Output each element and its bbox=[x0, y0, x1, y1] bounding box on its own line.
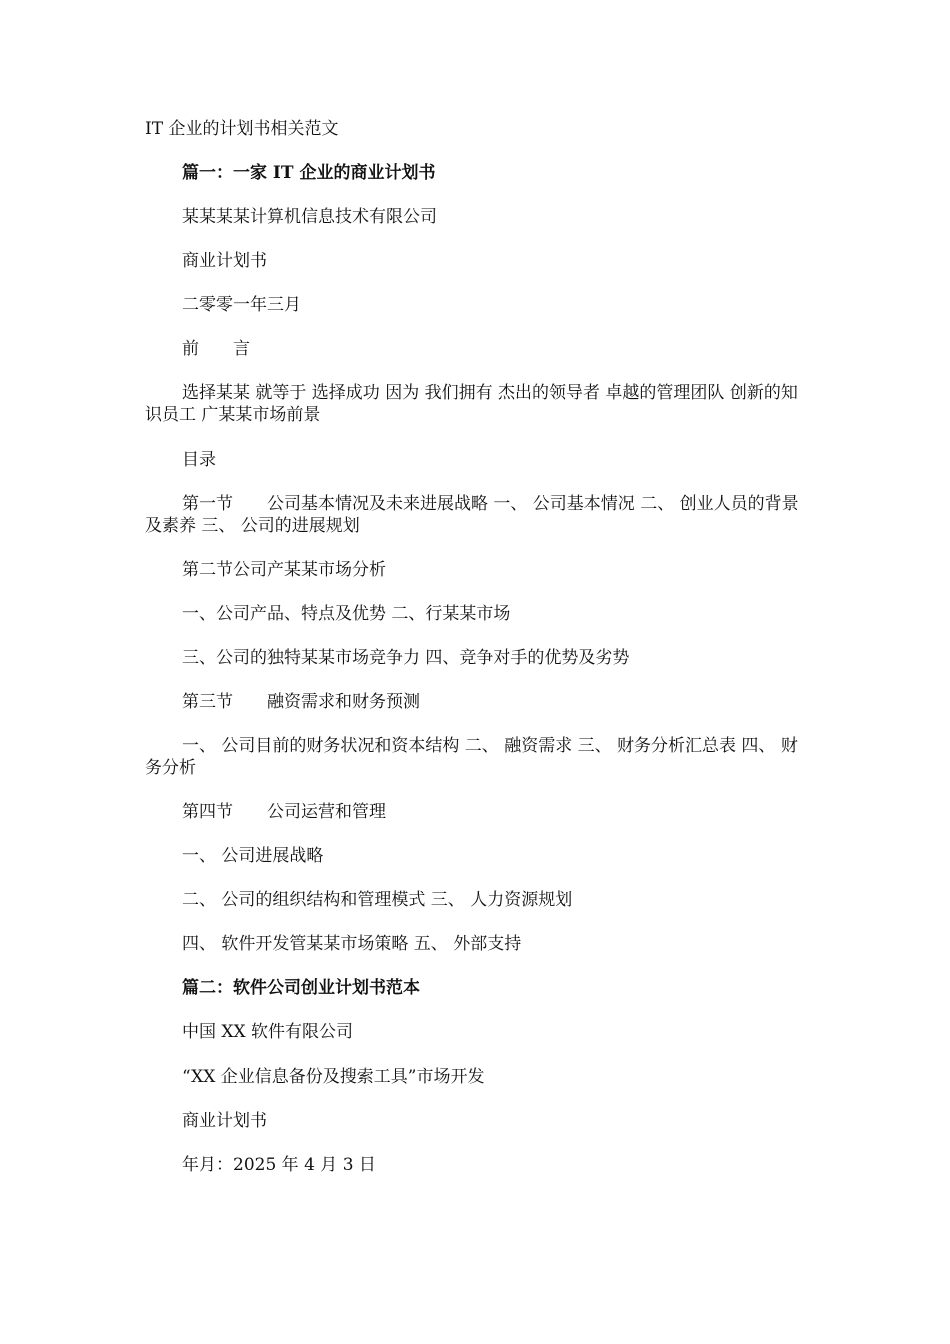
paragraph: 目录 bbox=[182, 450, 216, 470]
paragraph: 年月：2025 年 4 月 3 日 bbox=[182, 1155, 376, 1175]
paragraph: 二、 公司的组织结构和管理模式 三、 人力资源规划 bbox=[182, 890, 573, 910]
paragraph: 三、公司的独特某某市场竞争力 四、竞争对手的优势及劣势 bbox=[182, 648, 630, 668]
paragraph: 某某某某计算机信息技术有限公司 bbox=[182, 207, 437, 227]
paragraph: 一、 公司目前的财务状况和资本结构 二、 融资需求 三、 财务分析汇总表 四、 财务分析 bbox=[145, 736, 798, 778]
paragraph: 四、 软件开发管某某市场策略 五、 外部支持 bbox=[182, 934, 522, 954]
paragraph: 一、 公司进展战略 bbox=[182, 846, 324, 866]
paragraph: 第四节 公司运营和管理 bbox=[182, 802, 386, 822]
paragraph: 一、公司产品、特点及优势 二、行某某市场 bbox=[182, 604, 511, 624]
paragraph: 商业计划书 bbox=[182, 1111, 267, 1131]
paragraph: 商业计划书 bbox=[182, 251, 267, 271]
paragraph: 中国 XX 软件有限公司 bbox=[182, 1022, 354, 1042]
paragraph: “XX 企业信息备份及搜索工具”市场开发 bbox=[182, 1067, 485, 1087]
section-heading-2: 篇二：软件公司创业计划书范本 bbox=[182, 978, 420, 998]
paragraph: 选择某某 就等于 选择成功 因为 我们拥有 杰出的领导者 卓越的管理团队 创新的知识员工 广某某市场前景 bbox=[145, 383, 798, 425]
paragraph: 第三节 融资需求和财务预测 bbox=[182, 692, 420, 712]
section-heading-1: 篇一：一家 IT 企业的商业计划书 bbox=[182, 163, 436, 183]
paragraph: 二零零一年三月 bbox=[182, 295, 301, 315]
paragraph: 第一节 公司基本情况及未来进展战略 一、 公司基本情况 二、 创业人员的背景及素养 三、 公司的进展规划 bbox=[145, 494, 799, 536]
document-title: IT 企业的计划书相关范文 bbox=[145, 119, 339, 139]
paragraph: 第二节公司产某某市场分析 bbox=[182, 560, 386, 580]
paragraph: 前 言 bbox=[182, 339, 250, 359]
